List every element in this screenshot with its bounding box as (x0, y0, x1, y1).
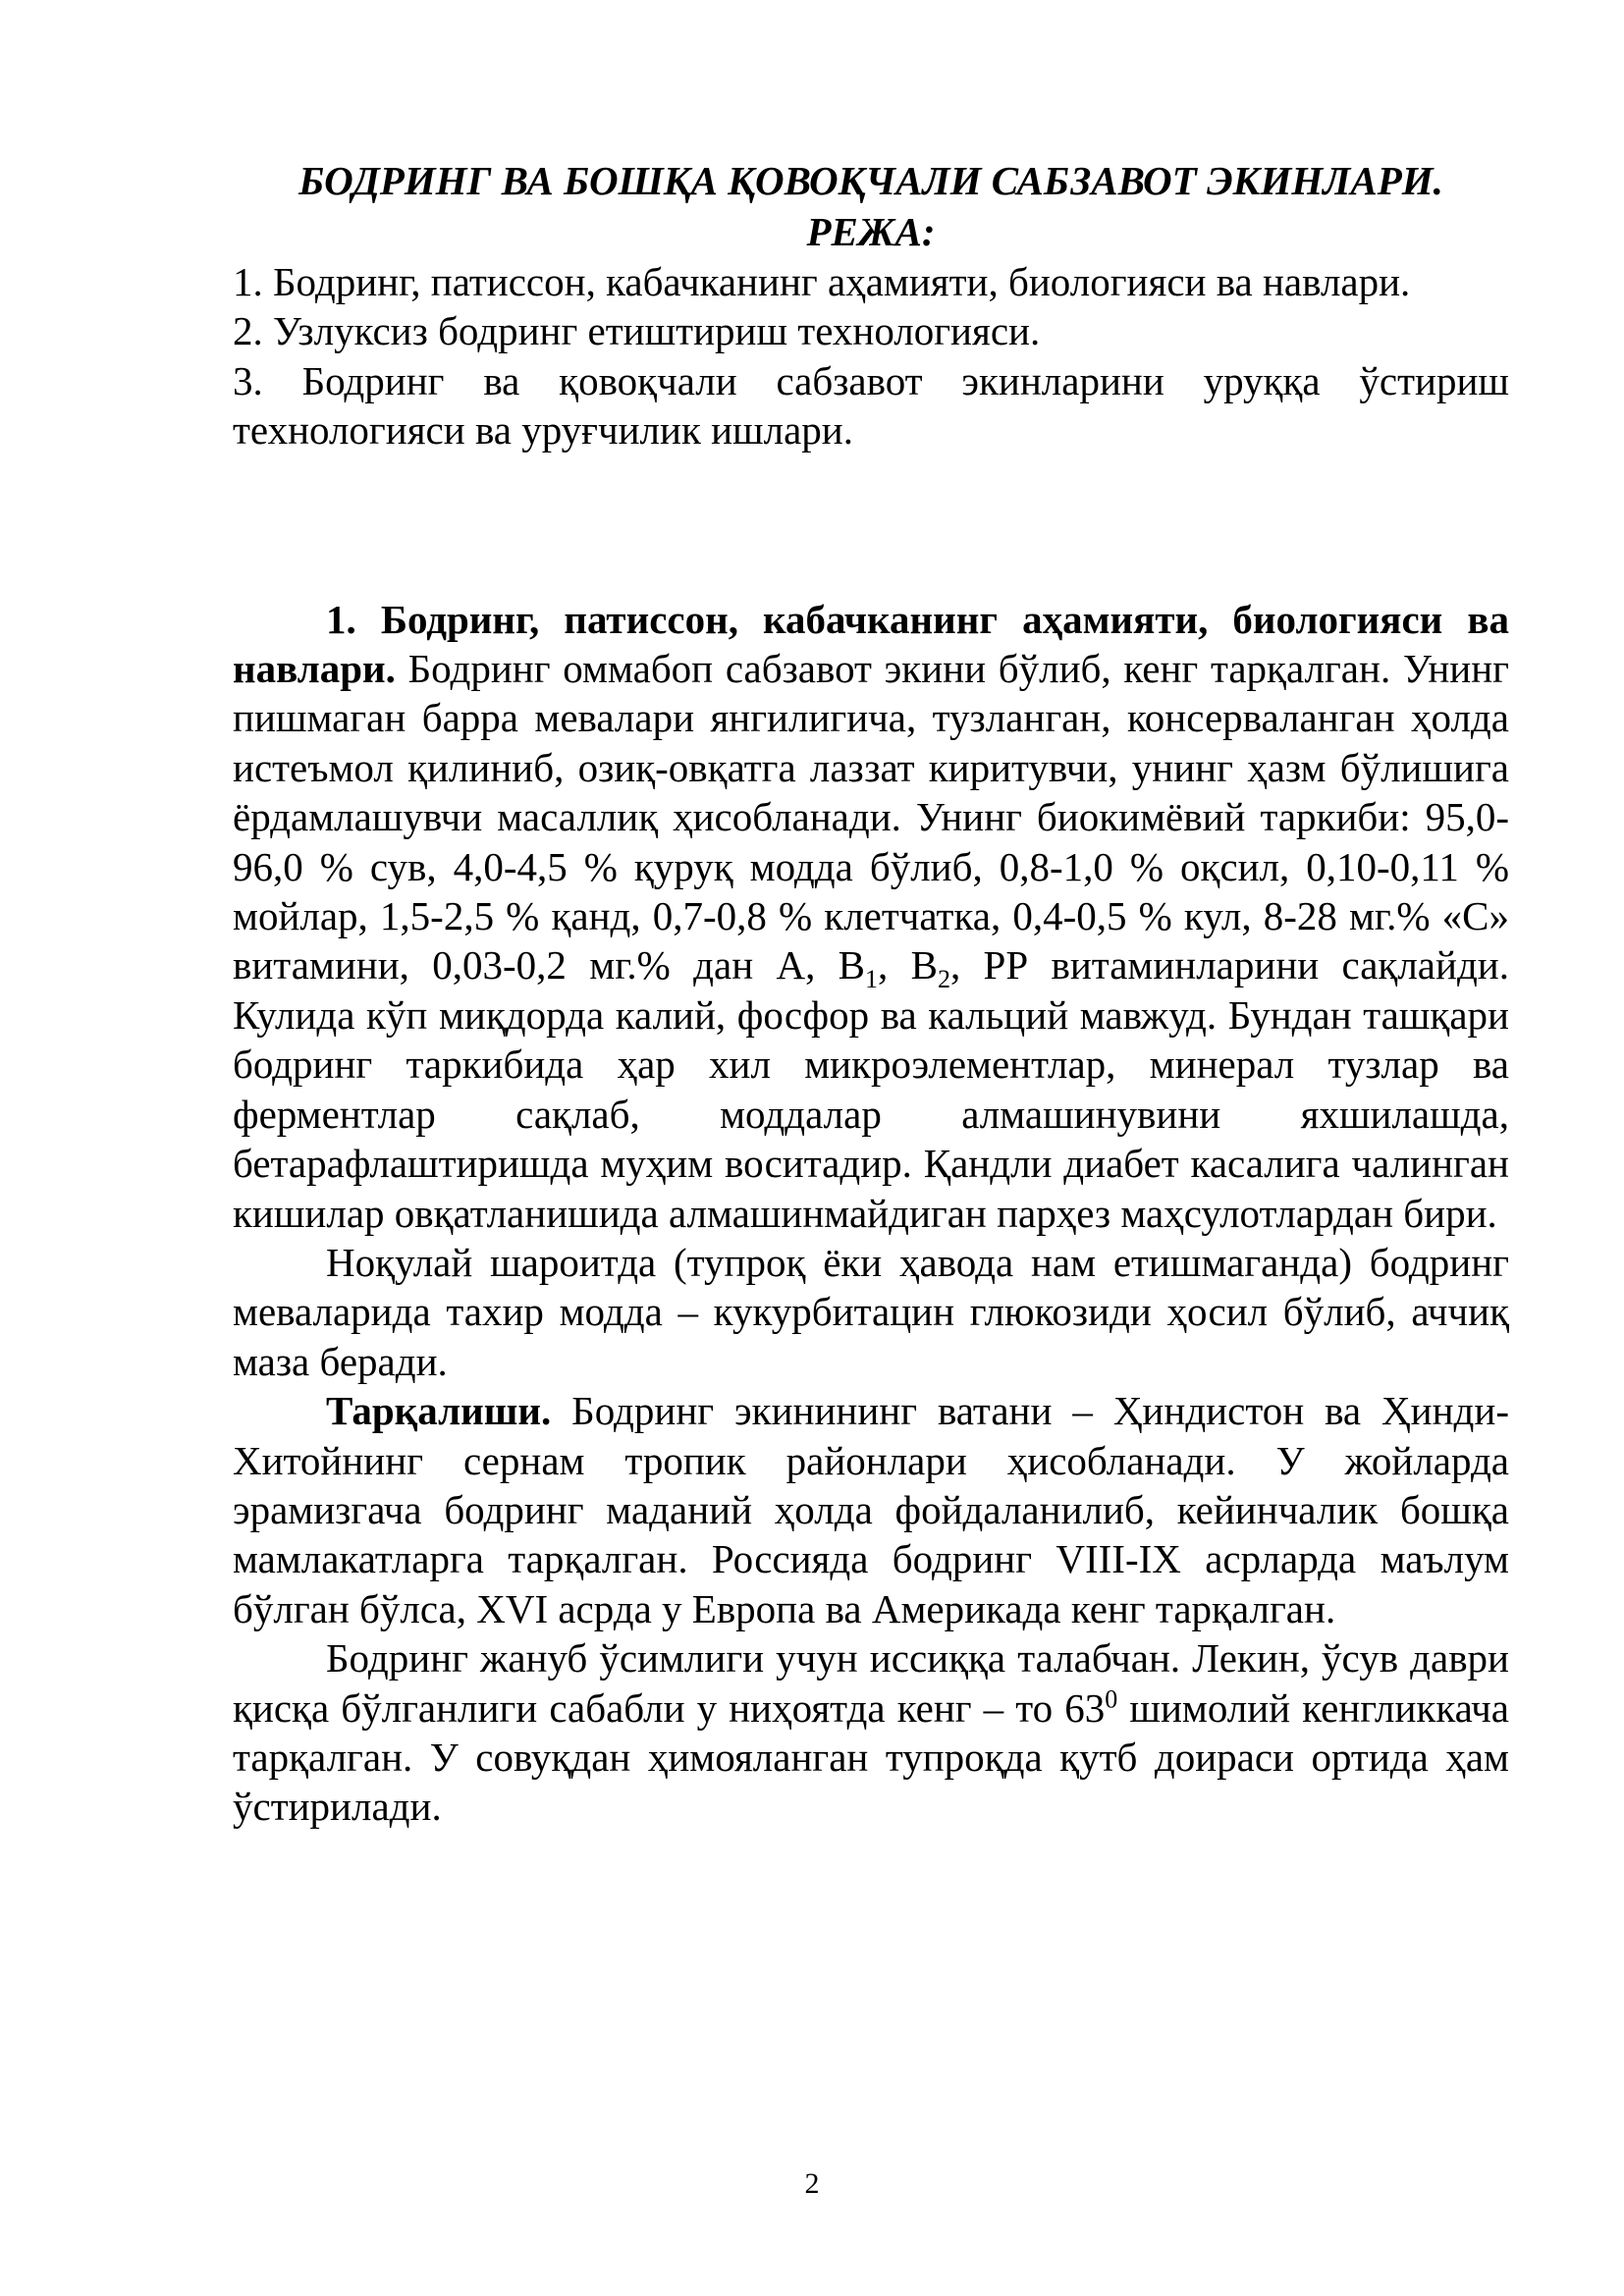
paragraph-1 (233, 595, 1509, 1238)
paragraph-3-heading: Тарқалиши. (326, 1388, 552, 1434)
title-line-1: БОДРИНГ ВА БОШҚА ҚОВОҚЧАЛИ САБЗАВОТ ЭКИНЛАРИ. (298, 158, 1443, 203)
paragraph-3 (233, 1386, 1509, 1633)
subscript-1: 1 (865, 965, 879, 994)
plan-item-2: 2. Узлуксиз бодринг етиштириш технологияси. (233, 308, 1041, 354)
page-content (233, 155, 1509, 1832)
degree-superscript: 0 (1105, 1683, 1118, 1713)
plan-item-3: 3. Бодринг ва қовоқчали сабзавот экинларини уруққа ўстириш технологияси ва уруғчилик ишлари. (233, 357, 1509, 454)
paragraph-4 (233, 1633, 1509, 1832)
paragraph-1-text: Бодринг оммабоп сабзавот экини бўлиб, кенг тарқалган. Унинг пишмаган барра мевалари янгилигича, тузланган, консерваланган ҳолда истеъмол қилиниб, озиқ-овқатга лаззат киритувчи, унинг ҳазм бўлишига ёрдамлашувчи масаллиқ ҳисобланади. Унинг биокимёвий таркиби: 95,0-96,0 % сув, 4,0-4,5 % қуруқ модда бўлиб, 0,8-1,0 % оқсил, 0,10-0,11 % мойлар, 1,5-2,5 % қанд, 0,7-0,8 % клетчатка, 0,4-0,5 % кул, 8-28 мг.% «С» витамини, 0,03-0,2 мг.% дан А, В (233, 646, 1509, 988)
plan-item-1: 1. Бодринг, патиссон, кабачканинг аҳамияти, биологияси ва навлари. (233, 259, 1411, 304)
page-number: 2 (804, 2167, 820, 2200)
plan-list (233, 257, 1509, 455)
paragraph-4-tail: шимолий кенгликкача тарқалган. У совуқдан ҳимояланган тупроқда қутб доираси ортида ҳам ўстирилади. (233, 1684, 1509, 1830)
section-spacer (233, 455, 1509, 595)
section-heading: 1. Бодринг, патиссон, кабачканинг аҳамияти, биологияси ва навлари. (233, 596, 1509, 692)
paragraph-3-text: Бодринг экинининг ватани – Ҳиндистон ва Ҳинди-Хитойнинг сернам тропик районлари ҳисобланади. У жойларда эрамизгача бодринг маданий ҳолда фойдаланилиб, кейинчалик бошқа мамлакатларга тарқалган. Россияда бодринг VIII-IX асрларда маълум бўлган бўлса, XVI асрда у Европа ва Америкада кенг тарқалган. (233, 1388, 1509, 1631)
document-title (233, 155, 1509, 257)
paragraph-4-text: Бодринг жануб ўсимлиги учун иссиққа талабчан. Лекин, ўсув даври қисқа бўлганлиги сабабли у ниҳоятда кенг – то 63 (233, 1635, 1509, 1731)
paragraph-1-mid: , В (878, 942, 938, 988)
title-line-2: РЕЖА: (806, 209, 936, 254)
paragraph-2: Ноқулай шароитда (тупроқ ёки ҳавода нам етишмаганда) бодринг меваларида тахир модда – кукурбитацин глюкозиди ҳосил бўлиб, аччиқ маза беради. (233, 1239, 1509, 1384)
subscript-2: 2 (937, 965, 950, 994)
paragraph-1-tail: , РР витаминларини сақлайди. Кулида кўп миқдорда калий, фосфор ва кальций мавжуд. Бундан ташқари бодринг таркибида ҳар хил микроэлементлар, минерал тузлар ва ферментлар сақлаб, моддалар алмашинувини яхшилашда, бетарафлаштиришда муҳим воситадир. Қандли диабет касалига чалинган кишилар овқатланишида алмашинмайдиган парҳез маҳсулотлардан бири. (233, 942, 1509, 1236)
